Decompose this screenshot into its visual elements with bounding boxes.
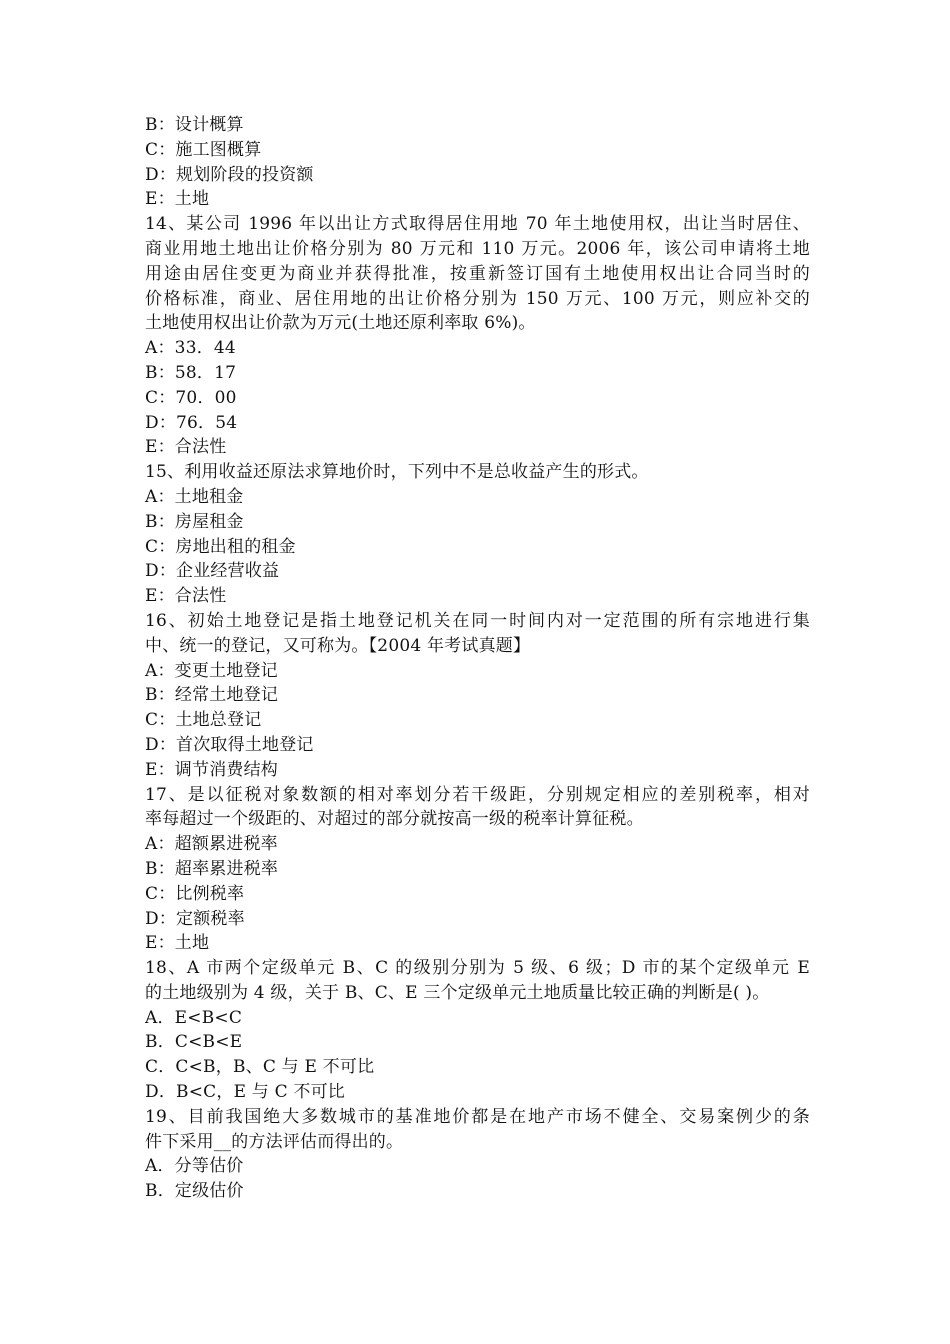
answer-option: E：土地 (145, 933, 210, 954)
answer-option: A：土地租金 (145, 486, 244, 507)
answer-option: B：经常土地登记 (145, 685, 279, 706)
question-stem (145, 212, 810, 336)
question-stem (145, 460, 810, 485)
answer-option: C：土地总登记 (145, 710, 262, 731)
question-text-line: 用途由居住变更为商业并获得批准，按重新签订国有土地使用权出让合同当时的 (145, 263, 810, 284)
answer-option: D：76．54 (145, 412, 238, 433)
question-text-line: 17、是以征税对象数额的相对率划分若干级距，分别规定相应的差别税率，相对 (145, 784, 810, 805)
question-text-line: 19、目前我国绝大多数城市的基准地价都是在地产市场不健全、交易案例少的条 (145, 1106, 810, 1127)
question-stem (145, 1105, 810, 1155)
answer-option: A：33．44 (145, 338, 236, 359)
question-stem (145, 783, 810, 833)
answer-option: D．B<C，E 与 C 不可比 (145, 1082, 346, 1103)
answer-option: E：土地 (145, 189, 210, 210)
question-text-line: 16、初始土地登记是指土地登记机关在同一时间内对一定范围的所有宗地进行集 (145, 610, 810, 631)
answer-option: B：设计概算 (145, 115, 244, 135)
answer-option: A．E<B<C (145, 1007, 243, 1028)
question-stem (145, 609, 810, 659)
question-text-line: 中、统一的登记，又可称为。【2004 年考试真题】 (145, 635, 531, 656)
answer-option: C：70．00 (145, 387, 237, 408)
question-text-line: 商业用地土地出让价格分别为 80 万元和 110 万元。2006 年，该公司申请将土地 (145, 238, 810, 259)
answer-option: A：超额累进税率 (145, 834, 278, 855)
answer-option: A：变更土地登记 (145, 660, 278, 681)
answer-option: D：首次取得土地登记 (145, 734, 314, 755)
question-text-line: 14、某公司 1996 年以出让方式取得居住用地 70 年土地使用权，出让当时居住、 (145, 214, 810, 235)
answer-option: D：定额税率 (145, 908, 245, 929)
answer-option: C：施工图概算 (145, 139, 262, 160)
answer-option: A．分等估价 (145, 1156, 244, 1177)
answer-option: C：房地出租的租金 (145, 536, 296, 557)
answer-option: B：58．17 (145, 362, 237, 383)
answer-option: B．C<B<E (145, 1032, 243, 1053)
answer-option: E：合法性 (145, 437, 227, 458)
document-page (145, 113, 810, 1204)
answer-option: B：房屋租金 (145, 511, 244, 532)
answer-option: B：超率累进税率 (145, 858, 279, 879)
answer-option: E：调节消费结构 (145, 759, 279, 780)
question-text-line: 的土地级别为 4 级，关于 B、C、E 三个定级单元土地质量比较正确的判断是( )。 (145, 982, 770, 1003)
question-text-line: 18、A 市两个定级单元 B、C 的级别分别为 5 级、6 级；D 市的某个定级单元 E (145, 958, 810, 979)
answer-option: C．C<B，B、C 与 E 不可比 (145, 1057, 375, 1078)
question-stem (145, 956, 810, 1006)
question-text-line: 价格标准，商业、居住用地的出让价格分别为 150 万元、100 万元，则应补交的 (145, 288, 810, 309)
answer-option: D：规划阶段的投资额 (145, 164, 314, 185)
answer-option: B．定级估价 (145, 1181, 244, 1202)
question-text-line: 率每超过一个级距的、对超过的部分就按高一级的税率计算征税。 (145, 809, 644, 830)
question-text-line: 土地使用权出让价款为万元(土地还原利率取 6%)。 (145, 313, 536, 334)
question-text-line: 15、利用收益还原法求算地价时，下列中不是总收益产生的形式。 (145, 462, 649, 483)
answer-option: E：合法性 (145, 586, 227, 607)
answer-option: C：比例税率 (145, 883, 245, 904)
answer-option: D：企业经营收益 (145, 561, 280, 582)
question-text-line: 件下采用__的方法评估而得出的。 (145, 1131, 404, 1152)
